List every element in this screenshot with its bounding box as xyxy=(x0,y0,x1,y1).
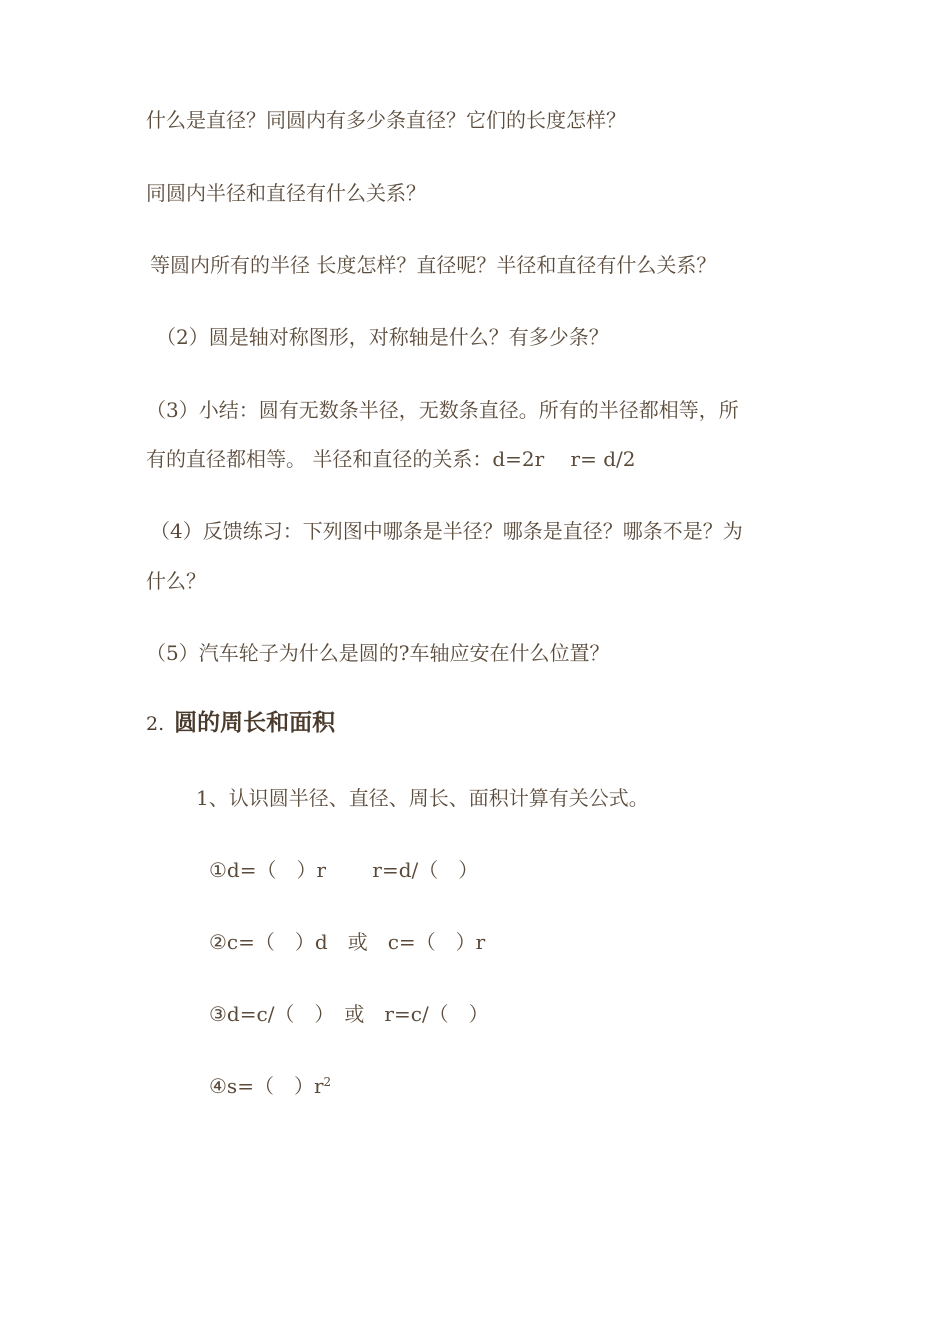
paragraph-symmetry-question: （2）圆是轴对称图形，对称轴是什么？有多少条？ xyxy=(156,325,609,349)
paragraph-equal-circles-question: 等圆内所有的半径 长度怎样？直径呢？半径和直径有什么关系？ xyxy=(150,253,717,277)
section-number: 2. xyxy=(146,713,165,735)
paragraph-wheel-question: （5）汽车轮子为什么是圆的?车轴应安在什么位置？ xyxy=(146,641,610,665)
formula-4-exponent: 2 xyxy=(323,1075,332,1089)
paragraph-diameter-question: 什么是直径？同圆内有多少条直径？它们的长度怎样？ xyxy=(146,108,626,132)
section-heading xyxy=(146,709,335,738)
formula-4-text: ④s=（ ）r xyxy=(209,1074,324,1098)
formula-2: ②c=（ ）d 或 c=（ ）r xyxy=(209,930,486,954)
formula-3: ③d=c/（ ） 或 r=c/（ ） xyxy=(209,1002,489,1026)
formula-4 xyxy=(209,1074,331,1098)
section-title: 圆的周长和面积 xyxy=(174,709,336,736)
paragraph-radius-diameter-relation-question: 同圆内半径和直径有什么关系？ xyxy=(146,181,426,205)
formula-1: ①d=（ ）r r=d/（ ） xyxy=(209,858,479,882)
paragraph-summary-line-2: 有的直径都相等。 半径和直径的关系：d=2r r= d/2 xyxy=(146,447,636,471)
formula-intro: 1、认识圆半径、直径、周长、面积计算有关公式。 xyxy=(196,786,649,810)
paragraph-exercise-line-1: （4）反馈练习：下列图中哪条是半径？哪条是直径？哪条不是？为 xyxy=(150,519,743,543)
paragraph-summary-line-1: （3）小结：圆有无数条半径，无数条直径。所有的半径都相等，所 xyxy=(146,398,739,422)
paragraph-exercise-line-2: 什么？ xyxy=(146,569,206,593)
